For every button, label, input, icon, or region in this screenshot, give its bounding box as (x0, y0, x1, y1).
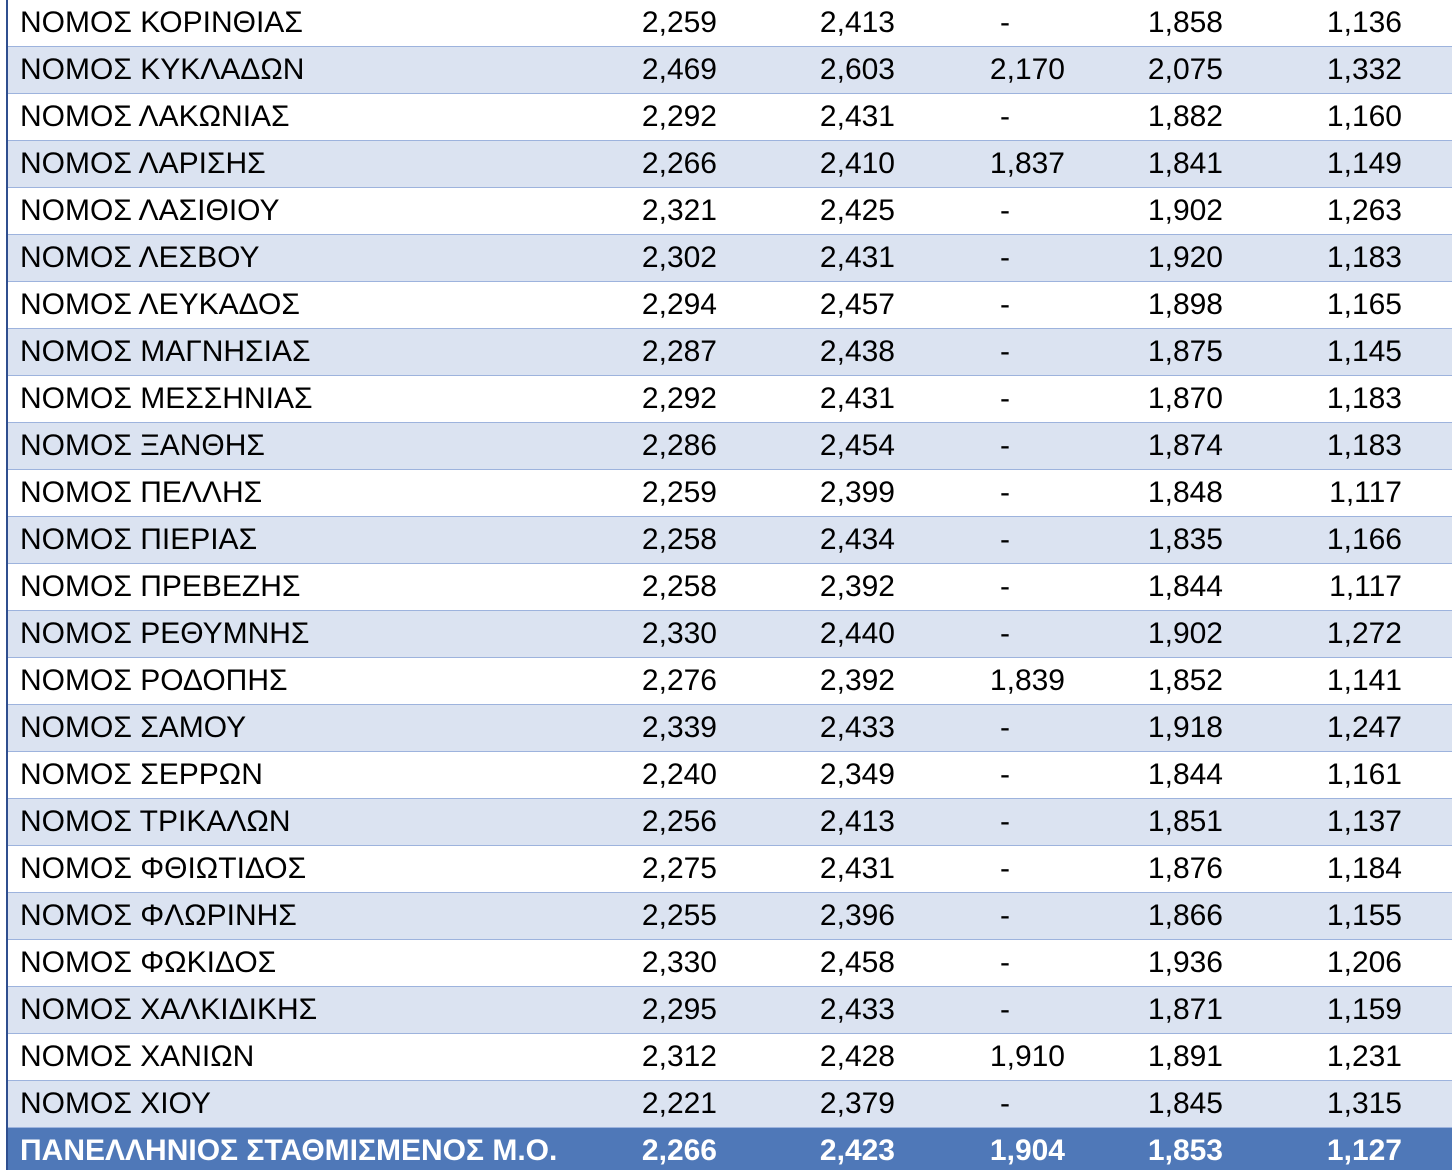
price-cell-col-5: 1,206 (1228, 940, 1452, 987)
prefecture-name-cell: ΝΟΜΟΣ ΛΑΚΩΝΙΑΣ (8, 94, 596, 141)
price-cell-col-3: - (900, 564, 1070, 611)
table-row (8, 0, 1452, 47)
price-cell-col-5: 1,161 (1228, 752, 1452, 799)
price-cell-col-2: 2,603 (722, 47, 900, 94)
price-cell-col-4: 1,902 (1070, 611, 1228, 658)
price-cell-col-3: - (900, 893, 1070, 940)
price-cell-col-5: 1,231 (1228, 1034, 1452, 1081)
prefecture-name-cell: ΝΟΜΟΣ ΛΕΣΒΟΥ (8, 235, 596, 282)
price-cell-col-5: 1,183 (1228, 423, 1452, 470)
average-price-cell-col-5: 1,127 (1228, 1128, 1452, 1170)
price-cell-col-3: 1,910 (900, 1034, 1070, 1081)
price-cell-col-3: - (900, 940, 1070, 987)
price-cell-col-5: 1,117 (1228, 564, 1452, 611)
table-row (8, 470, 1452, 517)
price-cell-col-1: 2,339 (596, 705, 722, 752)
price-cell-col-2: 2,431 (722, 94, 900, 141)
price-cell-col-4: 1,898 (1070, 282, 1228, 329)
prefecture-name-cell: ΝΟΜΟΣ ΛΑΡΙΣΗΣ (8, 141, 596, 188)
price-cell-col-3: - (900, 752, 1070, 799)
table-row (8, 1081, 1452, 1128)
price-cell-col-4: 1,851 (1070, 799, 1228, 846)
table-row (8, 188, 1452, 235)
price-cell-col-4: 1,918 (1070, 705, 1228, 752)
price-cell-col-3: - (900, 846, 1070, 893)
table-body (8, 0, 1452, 1170)
prefecture-name-cell: ΝΟΜΟΣ ΠΡΕΒΕΖΗΣ (8, 564, 596, 611)
price-cell-col-1: 2,287 (596, 329, 722, 376)
prefecture-name-cell: ΝΟΜΟΣ ΠΕΛΛΗΣ (8, 470, 596, 517)
price-cell-col-2: 2,434 (722, 517, 900, 564)
table-row (8, 987, 1452, 1034)
price-cell-col-4: 1,936 (1070, 940, 1228, 987)
prefecture-name-cell: ΝΟΜΟΣ ΚΟΡΙΝΘΙΑΣ (8, 0, 596, 47)
prefecture-name-cell: ΝΟΜΟΣ ΡΕΘΥΜΝΗΣ (8, 611, 596, 658)
price-cell-col-1: 2,255 (596, 893, 722, 940)
price-cell-col-1: 2,292 (596, 94, 722, 141)
price-cell-col-4: 1,920 (1070, 235, 1228, 282)
price-cell-col-5: 1,183 (1228, 376, 1452, 423)
prefecture-name-cell: ΝΟΜΟΣ ΛΑΣΙΘΙΟΥ (8, 188, 596, 235)
table-row (8, 893, 1452, 940)
price-cell-col-3: - (900, 376, 1070, 423)
price-cell-col-3: 1,839 (900, 658, 1070, 705)
table-row (8, 658, 1452, 705)
price-cell-col-3: - (900, 705, 1070, 752)
price-cell-col-1: 2,302 (596, 235, 722, 282)
fuel-price-table (8, 0, 1452, 1170)
price-cell-col-5: 1,165 (1228, 282, 1452, 329)
price-cell-col-4: 1,871 (1070, 987, 1228, 1034)
table-row (8, 611, 1452, 658)
price-cell-col-2: 2,438 (722, 329, 900, 376)
table-row (8, 705, 1452, 752)
price-cell-col-3: - (900, 329, 1070, 376)
price-cell-col-1: 2,321 (596, 188, 722, 235)
average-price-cell-col-1: 2,266 (596, 1128, 722, 1170)
price-cell-col-4: 1,891 (1070, 1034, 1228, 1081)
price-cell-col-5: 1,159 (1228, 987, 1452, 1034)
price-cell-col-3: - (900, 1081, 1070, 1128)
price-cell-col-1: 2,294 (596, 282, 722, 329)
table-row (8, 376, 1452, 423)
price-cell-col-1: 2,330 (596, 940, 722, 987)
national-average-label: ΠΑΝΕΛΛΗΝΙΟΣ ΣΤΑΘΜΙΣΜΕΝΟΣ Μ.Ο. (8, 1128, 596, 1170)
price-cell-col-3: 2,170 (900, 47, 1070, 94)
price-cell-col-4: 1,875 (1070, 329, 1228, 376)
price-cell-col-1: 2,256 (596, 799, 722, 846)
price-cell-col-4: 1,858 (1070, 0, 1228, 47)
price-cell-col-1: 2,275 (596, 846, 722, 893)
price-cell-col-2: 2,413 (722, 0, 900, 47)
price-cell-col-2: 2,457 (722, 282, 900, 329)
price-cell-col-5: 1,263 (1228, 188, 1452, 235)
price-cell-col-5: 1,136 (1228, 0, 1452, 47)
price-cell-col-1: 2,221 (596, 1081, 722, 1128)
price-cell-col-5: 1,117 (1228, 470, 1452, 517)
price-cell-col-4: 1,870 (1070, 376, 1228, 423)
table-row (8, 235, 1452, 282)
price-cell-col-2: 2,431 (722, 846, 900, 893)
price-cell-col-5: 1,155 (1228, 893, 1452, 940)
price-cell-col-3: - (900, 0, 1070, 47)
price-cell-col-2: 2,431 (722, 235, 900, 282)
prefecture-name-cell: ΝΟΜΟΣ ΞΑΝΘΗΣ (8, 423, 596, 470)
price-cell-col-2: 2,399 (722, 470, 900, 517)
price-cell-col-3: - (900, 517, 1070, 564)
table-row (8, 846, 1452, 893)
price-cell-col-3: - (900, 282, 1070, 329)
price-cell-col-2: 2,392 (722, 564, 900, 611)
price-cell-col-3: - (900, 611, 1070, 658)
price-cell-col-4: 1,876 (1070, 846, 1228, 893)
price-cell-col-2: 2,413 (722, 799, 900, 846)
price-cell-col-3: - (900, 799, 1070, 846)
price-cell-col-2: 2,433 (722, 705, 900, 752)
price-cell-col-2: 2,458 (722, 940, 900, 987)
prefecture-name-cell: ΝΟΜΟΣ ΡΟΔΟΠΗΣ (8, 658, 596, 705)
price-cell-col-2: 2,454 (722, 423, 900, 470)
price-cell-col-4: 2,075 (1070, 47, 1228, 94)
average-price-cell-col-2: 2,423 (722, 1128, 900, 1170)
price-cell-col-4: 1,852 (1070, 658, 1228, 705)
prefecture-name-cell: ΝΟΜΟΣ ΦΘΙΩΤΙΔΟΣ (8, 846, 596, 893)
price-cell-col-4: 1,844 (1070, 564, 1228, 611)
table-row (8, 752, 1452, 799)
prefecture-name-cell: ΝΟΜΟΣ ΜΑΓΝΗΣΙΑΣ (8, 329, 596, 376)
price-cell-col-4: 1,874 (1070, 423, 1228, 470)
price-cell-col-1: 2,258 (596, 564, 722, 611)
price-cell-col-5: 1,184 (1228, 846, 1452, 893)
price-cell-col-1: 2,330 (596, 611, 722, 658)
price-cell-col-5: 1,332 (1228, 47, 1452, 94)
prefecture-name-cell: ΝΟΜΟΣ ΚΥΚΛΑΔΩΝ (8, 47, 596, 94)
price-cell-col-4: 1,902 (1070, 188, 1228, 235)
prefecture-name-cell: ΝΟΜΟΣ ΣΕΡΡΩΝ (8, 752, 596, 799)
national-average-row (8, 1128, 1452, 1170)
table-row (8, 141, 1452, 188)
price-cell-col-5: 1,137 (1228, 799, 1452, 846)
price-cell-col-2: 2,396 (722, 893, 900, 940)
prefecture-name-cell: ΝΟΜΟΣ ΣΑΜΟΥ (8, 705, 596, 752)
prefecture-name-cell: ΝΟΜΟΣ ΛΕΥΚΑΔΟΣ (8, 282, 596, 329)
price-cell-col-5: 1,183 (1228, 235, 1452, 282)
average-price-cell-col-4: 1,853 (1070, 1128, 1228, 1170)
price-cell-col-5: 1,145 (1228, 329, 1452, 376)
price-cell-col-2: 2,425 (722, 188, 900, 235)
price-cell-col-1: 2,286 (596, 423, 722, 470)
price-cell-col-5: 1,141 (1228, 658, 1452, 705)
table-row (8, 1034, 1452, 1081)
prefecture-name-cell: ΝΟΜΟΣ ΜΕΣΣΗΝΙΑΣ (8, 376, 596, 423)
price-cell-col-4: 1,845 (1070, 1081, 1228, 1128)
price-cell-col-5: 1,160 (1228, 94, 1452, 141)
price-cell-col-2: 2,433 (722, 987, 900, 1034)
price-cell-col-3: 1,837 (900, 141, 1070, 188)
price-cell-col-3: - (900, 423, 1070, 470)
price-cell-col-1: 2,259 (596, 470, 722, 517)
table-row (8, 517, 1452, 564)
price-cell-col-4: 1,848 (1070, 470, 1228, 517)
price-cell-col-2: 2,379 (722, 1081, 900, 1128)
price-cell-col-2: 2,431 (722, 376, 900, 423)
prefecture-name-cell: ΝΟΜΟΣ ΧΙΟΥ (8, 1081, 596, 1128)
price-cell-col-4: 1,882 (1070, 94, 1228, 141)
price-cell-col-4: 1,844 (1070, 752, 1228, 799)
price-cell-col-5: 1,315 (1228, 1081, 1452, 1128)
price-cell-col-1: 2,240 (596, 752, 722, 799)
table-row (8, 423, 1452, 470)
prefecture-name-cell: ΝΟΜΟΣ ΠΙΕΡΙΑΣ (8, 517, 596, 564)
price-cell-col-1: 2,469 (596, 47, 722, 94)
price-cell-col-1: 2,292 (596, 376, 722, 423)
price-cell-col-2: 2,410 (722, 141, 900, 188)
price-cell-col-4: 1,841 (1070, 141, 1228, 188)
table-row (8, 282, 1452, 329)
average-price-cell-col-3: 1,904 (900, 1128, 1070, 1170)
prefecture-name-cell: ΝΟΜΟΣ ΦΩΚΙΔΟΣ (8, 940, 596, 987)
price-cell-col-3: - (900, 987, 1070, 1034)
price-cell-col-1: 2,259 (596, 0, 722, 47)
price-cell-col-4: 1,866 (1070, 893, 1228, 940)
price-cell-col-1: 2,295 (596, 987, 722, 1034)
price-cell-col-5: 1,247 (1228, 705, 1452, 752)
price-cell-col-3: - (900, 188, 1070, 235)
price-cell-col-2: 2,428 (722, 1034, 900, 1081)
price-cell-col-4: 1,835 (1070, 517, 1228, 564)
price-cell-col-2: 2,440 (722, 611, 900, 658)
price-cell-col-1: 2,258 (596, 517, 722, 564)
prefecture-name-cell: ΝΟΜΟΣ ΧΑΝΙΩΝ (8, 1034, 596, 1081)
table-row (8, 329, 1452, 376)
price-cell-col-3: - (900, 470, 1070, 517)
price-cell-col-5: 1,272 (1228, 611, 1452, 658)
price-cell-col-3: - (900, 235, 1070, 282)
prefecture-name-cell: ΝΟΜΟΣ ΤΡΙΚΑΛΩΝ (8, 799, 596, 846)
table-row (8, 47, 1452, 94)
price-cell-col-5: 1,149 (1228, 141, 1452, 188)
prefecture-name-cell: ΝΟΜΟΣ ΧΑΛΚΙΔΙΚΗΣ (8, 987, 596, 1034)
price-cell-col-1: 2,266 (596, 141, 722, 188)
price-cell-col-1: 2,276 (596, 658, 722, 705)
price-cell-col-5: 1,166 (1228, 517, 1452, 564)
price-cell-col-2: 2,349 (722, 752, 900, 799)
prefecture-name-cell: ΝΟΜΟΣ ΦΛΩΡΙΝΗΣ (8, 893, 596, 940)
table-row (8, 564, 1452, 611)
price-cell-col-1: 2,312 (596, 1034, 722, 1081)
table-row (8, 94, 1452, 141)
table-row (8, 940, 1452, 987)
price-cell-col-3: - (900, 94, 1070, 141)
table-row (8, 799, 1452, 846)
price-cell-col-2: 2,392 (722, 658, 900, 705)
